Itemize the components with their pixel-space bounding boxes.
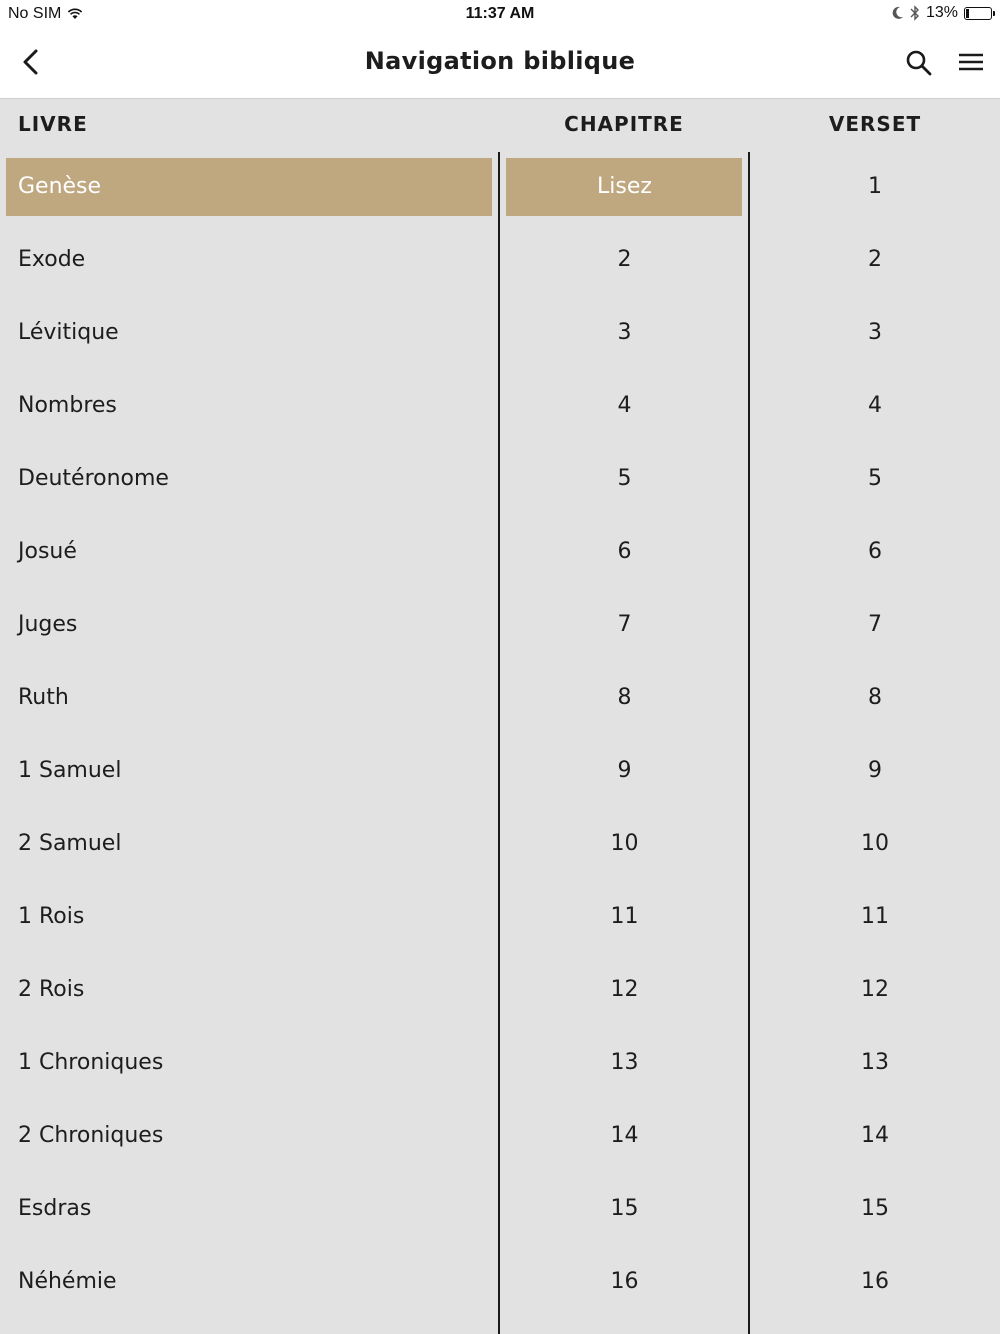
verse-item[interactable] — [750, 809, 1000, 882]
book-list — [0, 152, 498, 1320]
book-item[interactable] — [0, 590, 498, 663]
book-item-label: Juges — [18, 612, 78, 637]
verse-item-label: 9 — [868, 758, 882, 783]
book-item-label: Josué — [18, 539, 77, 564]
book-item[interactable] — [0, 663, 498, 736]
book-item-label: Néhémie — [18, 1269, 117, 1294]
book-item[interactable] — [0, 1174, 498, 1247]
book-item-label: 2 Rois — [18, 977, 85, 1002]
verse-item-label: 8 — [868, 685, 882, 710]
verse-item[interactable] — [750, 298, 1000, 371]
verse-item[interactable] — [750, 736, 1000, 809]
chapter-item-label: 11 — [610, 904, 639, 929]
column-header-verse: VERSET — [828, 112, 922, 136]
chapter-item-label: 12 — [610, 977, 639, 1002]
chapter-item[interactable] — [501, 298, 748, 371]
carrier-label: No SIM — [8, 5, 62, 22]
chapter-item[interactable] — [501, 1101, 748, 1174]
book-item-label: Genèse — [18, 174, 102, 199]
verse-item-label: 10 — [861, 831, 889, 856]
verse-item-label: 4 — [868, 393, 882, 418]
verse-item-label: 16 — [861, 1269, 889, 1294]
chapter-item-label: 6 — [617, 539, 632, 564]
search-icon[interactable] — [903, 47, 935, 79]
book-item[interactable] — [0, 152, 498, 225]
chapter-item[interactable] — [501, 371, 748, 444]
chapter-item[interactable] — [501, 736, 748, 809]
hamburger-menu-icon[interactable] — [955, 47, 987, 79]
status-time: 11:37 AM — [465, 5, 535, 22]
chapter-item[interactable] — [501, 517, 748, 590]
verse-item-label: 1 — [868, 174, 882, 199]
chapter-item-label: 4 — [617, 393, 632, 418]
chapter-item[interactable] — [501, 809, 748, 882]
book-item-label: Ruth — [18, 685, 69, 710]
book-item[interactable] — [0, 882, 498, 955]
bluetooth-icon — [910, 5, 920, 21]
verse-item[interactable] — [750, 882, 1000, 955]
column-header-chapter: CHAPITRE — [564, 112, 684, 136]
verse-item[interactable] — [750, 955, 1000, 1028]
book-item[interactable] — [0, 1101, 498, 1174]
chapter-item[interactable] — [501, 955, 748, 1028]
chapter-item[interactable] — [501, 225, 748, 298]
chapter-item-label: 13 — [610, 1050, 639, 1075]
battery-percent: 13% — [925, 4, 958, 21]
book-item[interactable] — [0, 736, 498, 809]
chapter-item[interactable] — [501, 663, 748, 736]
book-item-label: 1 Chroniques — [18, 1050, 164, 1075]
verse-item[interactable] — [750, 1174, 1000, 1247]
chapter-item-label: 8 — [617, 685, 632, 710]
chapter-item[interactable] — [501, 152, 748, 225]
chapter-item[interactable] — [501, 1174, 748, 1247]
moon-icon — [892, 6, 904, 20]
book-item[interactable] — [0, 371, 498, 444]
book-item[interactable] — [0, 955, 498, 1028]
chapter-item[interactable] — [501, 1247, 748, 1320]
book-item-label: Nombres — [18, 393, 117, 418]
chapter-item-label: 2 — [617, 247, 632, 272]
battery-icon — [964, 7, 992, 20]
book-item-label: 1 Samuel — [18, 758, 122, 783]
verse-item[interactable] — [750, 1028, 1000, 1101]
verse-item[interactable] — [750, 663, 1000, 736]
verse-item-label: 15 — [861, 1196, 889, 1221]
chapter-item-label: 7 — [617, 612, 632, 637]
page-title: Navigation biblique — [364, 47, 636, 75]
verse-item-label: 7 — [868, 612, 882, 637]
book-item-label: Lévitique — [18, 320, 119, 345]
book-item[interactable] — [0, 1028, 498, 1101]
chapter-item[interactable] — [501, 590, 748, 663]
chapter-item-label: Lisez — [597, 174, 652, 199]
book-item-label: 2 Chroniques — [18, 1123, 164, 1148]
book-item-label: Deutéronome — [18, 466, 169, 491]
verse-item[interactable] — [750, 371, 1000, 444]
chapter-item-label: 14 — [610, 1123, 639, 1148]
verse-item[interactable] — [750, 1101, 1000, 1174]
verse-item-label: 12 — [861, 977, 889, 1002]
book-item[interactable] — [0, 517, 498, 590]
verse-item-label: 11 — [861, 904, 889, 929]
verse-item-label: 2 — [868, 247, 882, 272]
status-bar — [0, 0, 1000, 28]
verse-item[interactable] — [750, 590, 1000, 663]
book-item[interactable] — [0, 298, 498, 371]
status-right — [892, 4, 992, 22]
chapter-item-label: 16 — [610, 1269, 639, 1294]
verse-item[interactable] — [750, 444, 1000, 517]
verse-item-label: 3 — [868, 320, 882, 345]
chapter-item-label: 3 — [617, 320, 632, 345]
book-item-label: Exode — [18, 247, 86, 272]
chapter-item-label: 9 — [617, 758, 632, 783]
battery-fill — [966, 9, 969, 18]
verse-list — [750, 152, 1000, 1320]
verse-item-label: 5 — [868, 466, 882, 491]
verse-item[interactable] — [750, 517, 1000, 590]
column-header-book: LIVRE — [18, 112, 88, 136]
navigation-bar — [0, 28, 1000, 99]
verse-item[interactable] — [750, 1247, 1000, 1320]
book-item[interactable] — [0, 809, 498, 882]
book-item[interactable] — [0, 1247, 498, 1320]
chapter-item[interactable] — [501, 882, 748, 955]
verse-item-label: 6 — [868, 539, 882, 564]
chapter-item[interactable] — [501, 444, 748, 517]
chapter-item-label: 10 — [610, 831, 639, 856]
column-divider-right — [748, 152, 750, 1334]
verse-item[interactable] — [750, 152, 1000, 225]
chapter-item-label: 5 — [617, 466, 632, 491]
verse-item[interactable] — [750, 225, 1000, 298]
verse-item-label: 14 — [861, 1123, 889, 1148]
verse-item-label: 13 — [861, 1050, 889, 1075]
chapter-item-label: 15 — [610, 1196, 639, 1221]
book-item-label: 1 Rois — [18, 904, 85, 929]
book-item-label: Esdras — [18, 1196, 92, 1221]
column-divider-left — [498, 152, 500, 1334]
chapter-item[interactable] — [501, 1028, 748, 1101]
chapter-list — [501, 152, 748, 1320]
book-item[interactable] — [0, 444, 498, 517]
book-item[interactable] — [0, 225, 498, 298]
book-item-label: 2 Samuel — [18, 831, 122, 856]
